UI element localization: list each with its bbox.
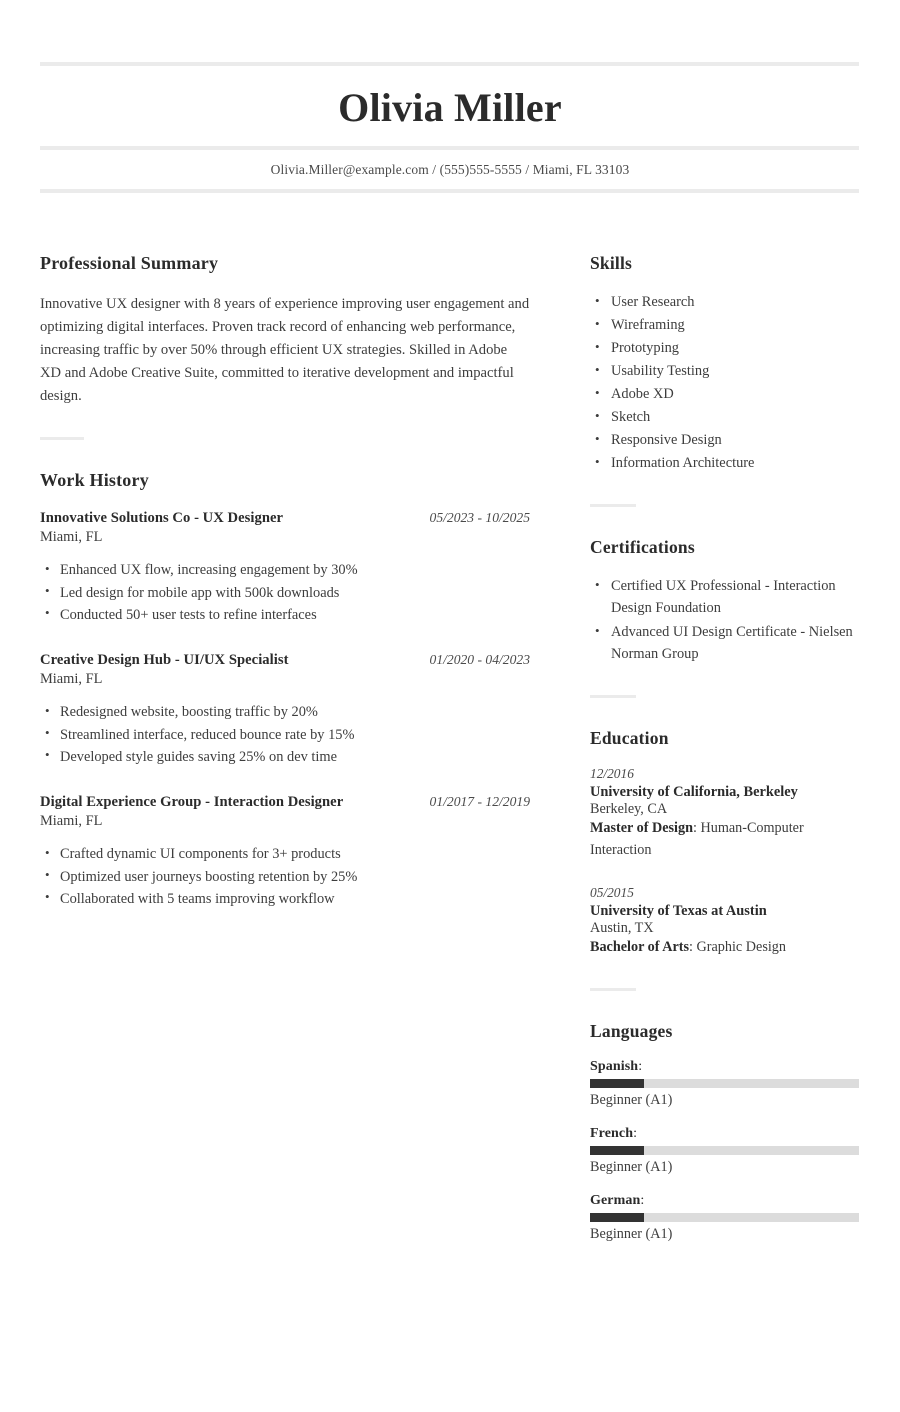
job-header [40, 510, 530, 527]
job-bullet: • Conducted 50+ user tests to refine interfaces [40, 604, 530, 626]
job-bullet: • Optimized user journeys boosting retention by 25% [40, 866, 530, 888]
professional-summary-text: Innovative UX designer with 8 years of experience improving user engagement and optimizing digital interfaces. Proven track record of enhancing web performance, increasing traffic by over 50% through efficient UX strategies. Skilled in Adobe XD and Adobe Creative Suite, committed to iterative development and impactful design. [40, 296, 530, 405]
language-name-colon: : [633, 1126, 638, 1142]
page-title: Olivia Miller [338, 85, 562, 130]
job-title: Digital Experience Group - Interaction Designer [40, 794, 344, 811]
language-name [590, 1059, 859, 1075]
work-history-list [40, 510, 530, 910]
job-bullet: • Led design for mobile app with 500k downloads [40, 582, 530, 604]
job-bullet-list [40, 843, 530, 910]
language-name-colon: : [640, 1193, 645, 1209]
education-date: 12/2016 [590, 766, 634, 782]
job-bullet-list [40, 701, 530, 768]
resume-body [40, 253, 860, 1243]
education-degree [590, 937, 859, 958]
header-rule-bottom [40, 189, 859, 193]
language-entry [590, 1193, 859, 1243]
contact-line: Olivia.Miller@example.com / (555)555-5555 / Miami, FL 33103 [270, 162, 630, 177]
skill-item: • Wireframing [590, 314, 859, 336]
education-location: Austin, TX [590, 919, 654, 936]
education-degree-label: Bachelor of Arts [590, 938, 690, 955]
job-location: Miami, FL [40, 671, 103, 688]
language-proficiency-fill [590, 1213, 644, 1222]
education-entry [590, 885, 859, 958]
job-header [40, 652, 530, 669]
language-level: Beginner (A1) [590, 1226, 673, 1243]
job-dates: 05/2023 - 10/2025 [429, 510, 530, 526]
job-dates: 01/2020 - 04/2023 [429, 652, 530, 668]
education-degree-label: Master of Design [590, 820, 693, 837]
section-divider-certifications [590, 695, 636, 698]
language-name [590, 1193, 859, 1209]
language-level: Beginner (A1) [590, 1092, 673, 1109]
section-certifications [590, 537, 859, 665]
education-degree-field: : Human-Computer Interaction [590, 820, 804, 858]
section-languages [590, 1021, 859, 1243]
job-dates: 01/2017 - 12/2019 [429, 794, 530, 810]
section-title-work-history: Work History [40, 470, 149, 491]
section-title-languages: Languages [590, 1021, 673, 1042]
education-degree [590, 818, 859, 861]
section-divider-skills [590, 504, 636, 507]
language-proficiency-bar [590, 1146, 859, 1155]
job-header [40, 794, 530, 811]
skill-item: • Information Architecture [590, 452, 859, 474]
job-bullet: • Enhanced UX flow, increasing engagement by 30% [40, 559, 530, 581]
section-work-history [40, 470, 530, 910]
work-history-entry [40, 510, 530, 626]
left-column [40, 253, 560, 1243]
work-history-entry [40, 794, 530, 910]
skill-item: • Sketch [590, 406, 859, 428]
job-bullet: • Developed style guides saving 25% on dev time [40, 746, 530, 768]
language-proficiency-fill [590, 1146, 644, 1155]
section-education [590, 728, 859, 958]
skill-item: • Usability Testing [590, 360, 859, 382]
job-title: Creative Design Hub - UI/UX Specialist [40, 652, 289, 669]
education-school: University of California, Berkeley [590, 784, 798, 801]
education-location: Berkeley, CA [590, 801, 668, 818]
section-divider-left [40, 437, 84, 440]
certifications-list [590, 575, 859, 665]
right-column [560, 253, 859, 1243]
language-name [590, 1126, 859, 1142]
job-location: Miami, FL [40, 813, 103, 830]
skill-item: • Adobe XD [590, 383, 859, 405]
section-title-certifications: Certifications [590, 537, 695, 558]
education-degree-field: : Graphic Design [689, 938, 786, 955]
language-proficiency-bar [590, 1213, 859, 1222]
education-entry [590, 766, 859, 861]
skill-item: • Responsive Design [590, 429, 859, 451]
section-title-professional-summary: Professional Summary [40, 253, 219, 273]
language-entry [590, 1126, 859, 1176]
certification-item: • Certified UX Professional - Interaction Design Foundation [590, 575, 859, 619]
education-list [590, 766, 859, 958]
section-professional-summary [40, 253, 530, 408]
job-bullet: • Streamlined interface, reduced bounce rate by 15% [40, 724, 530, 746]
skill-item: • User Research [590, 291, 859, 313]
section-skills [590, 253, 859, 474]
language-proficiency-bar [590, 1079, 859, 1088]
job-bullet: • Crafted dynamic UI components for 3+ products [40, 843, 530, 865]
languages-list [590, 1059, 859, 1243]
work-history-entry [40, 652, 530, 768]
skill-item: • Prototyping [590, 337, 859, 359]
language-entry [590, 1059, 859, 1109]
section-title-skills: Skills [590, 253, 633, 273]
language-name-text: French [590, 1126, 634, 1142]
job-bullet-list [40, 559, 530, 626]
language-level: Beginner (A1) [590, 1159, 673, 1176]
language-name-text: Spanish [590, 1059, 639, 1075]
education-school: University of Texas at Austin [590, 902, 767, 919]
language-name-colon: : [638, 1059, 643, 1075]
language-name-text: German [590, 1193, 641, 1209]
skills-list [590, 291, 859, 474]
job-bullet: • Redesigned website, boosting traffic by 20% [40, 701, 530, 723]
job-bullet: • Collaborated with 5 teams improving workflow [40, 888, 530, 910]
language-proficiency-fill [590, 1079, 644, 1088]
section-divider-education [590, 988, 636, 991]
certification-item: • Advanced UI Design Certificate - Nielsen Norman Group [590, 621, 859, 665]
job-title: Innovative Solutions Co - UX Designer [40, 510, 284, 527]
education-date: 05/2015 [590, 884, 634, 900]
section-title-education: Education [590, 728, 669, 749]
job-location: Miami, FL [40, 529, 103, 546]
resume-page [0, 62, 900, 1412]
